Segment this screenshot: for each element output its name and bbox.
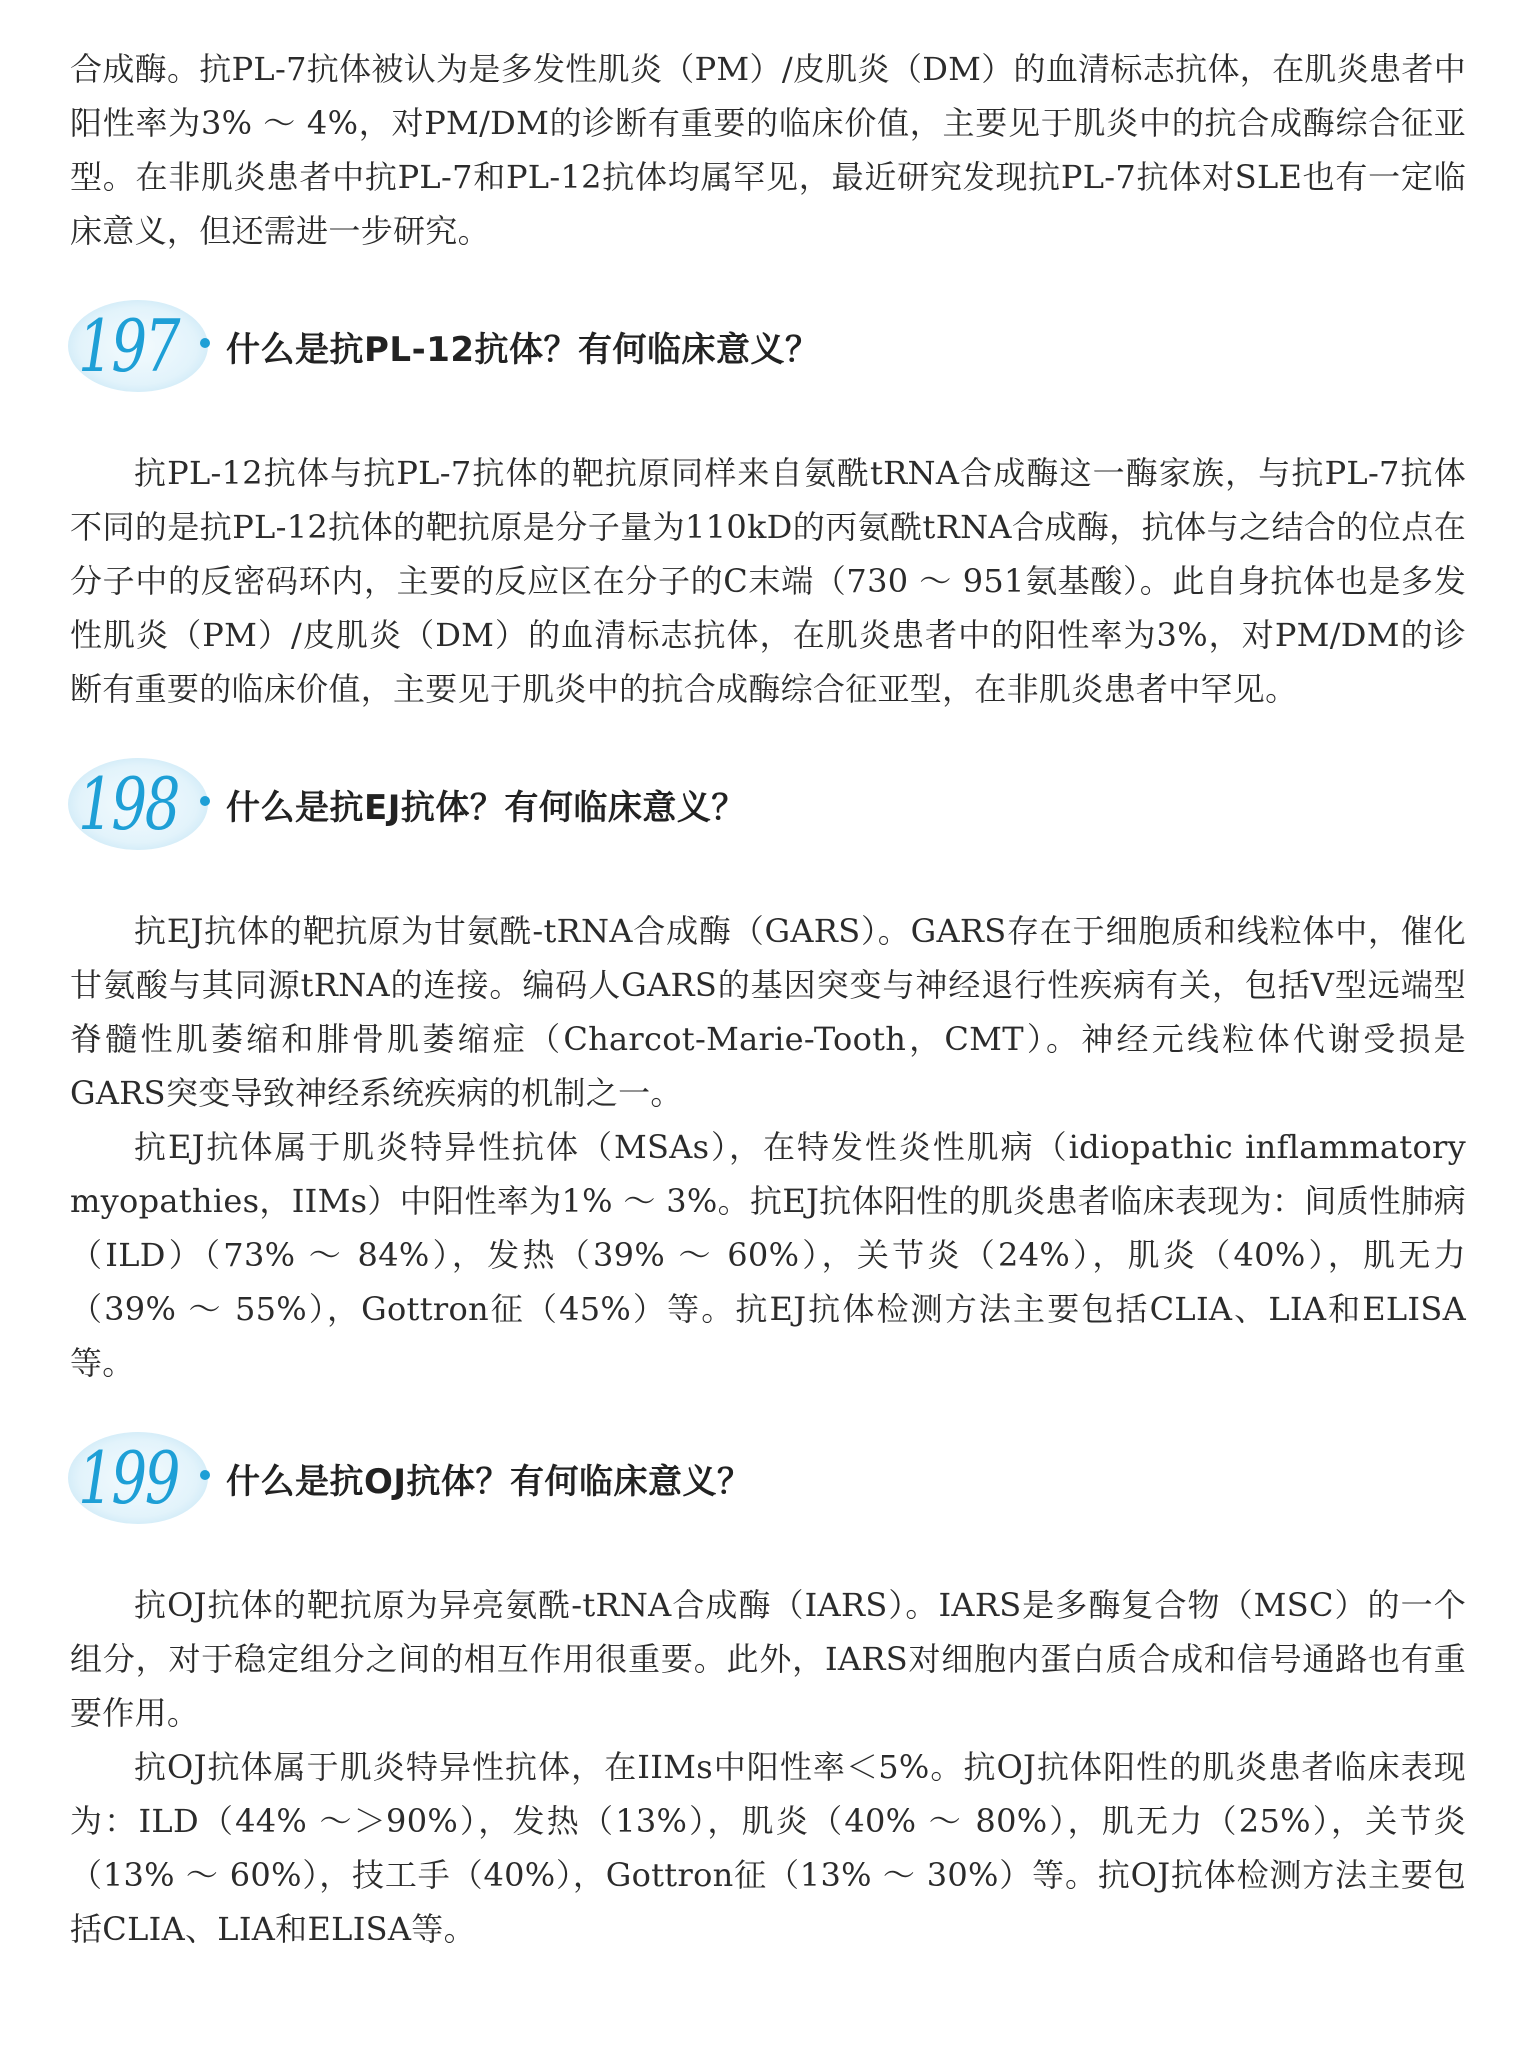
section-header-198 [70,752,1466,864]
section-title: 什么是抗EJ抗体？有何临床意义？ [226,788,746,828]
badge-dot [200,1470,210,1480]
section-paragraph: 抗EJ抗体属于肌炎特异性抗体（MSAs），在特发性炎性肌病（idiopathic inflammatory myopathies，IIMs）中阳性率为1% ～ 3%。抗EJ抗体阳性的肌炎患者临床表现为：间质性肺病（ILD）（73% ～ 84%），发热（39% ～ 60%），关节炎（24%），肌炎（40%），肌无力（39% ～ 55%），Gottron征（45%）等。抗EJ抗体检测方法主要包括CLIA、LIA和ELISA等。 [70,1128,1466,1382]
section-header-199 [70,1426,1466,1538]
section-title: 什么是抗OJ抗体？有何临床意义？ [226,1462,752,1502]
section-paragraph: 抗PL-12抗体与抗PL-7抗体的靶抗原同样来自氨酰tRNA合成酶这一酶家族，与抗PL-7抗体不同的是抗PL-12抗体的靶抗原是分子量为110kD的丙氨酰tRNA合成酶，抗体与之结合的位点在分子中的反密码环内，主要的反应区在分子的C末端（730 ～ 951氨基酸）。此自身抗体也是多发性肌炎（PM）/皮肌炎（DM）的血清标志抗体，在肌炎患者中的阳性率为3%，对PM/DM的诊断有重要的临床价值，主要见于肌炎中的抗合成酶综合征亚型，在非肌炎患者中罕见。 [70,454,1466,708]
question-number-badge [64,294,216,402]
question-number: 198 [78,762,179,846]
question-number: 197 [78,304,179,388]
section-paragraph: 抗EJ抗体的靶抗原为甘氨酰-tRNA合成酶（GARS）。GARS存在于细胞质和线粒体中，催化甘氨酸与其同源tRNA的连接。编码人GARS的基因突变与神经退行性疾病有关，包括Ⅴ型远端型脊髓性肌萎缩和腓骨肌萎缩症（Charcot-Marie-Tooth，CMT）。神经元线粒体代谢受损是GARS突变导致神经系统疾病的机制之一。 [70,912,1466,1112]
section-header-197 [70,294,1466,406]
badge-dot [200,338,210,348]
document-page [70,42,1466,1956]
section-paragraph: 抗OJ抗体的靶抗原为异亮氨酰-tRNA合成酶（IARS）。IARS是多酶复合物（MSC）的一个组分，对于稳定组分之间的相互作用很重要。此外，IARS对细胞内蛋白质合成和信号通路也有重要作用。 [70,1586,1466,1732]
badge-dot [200,796,210,806]
section-paragraph: 抗OJ抗体属于肌炎特异性抗体，在IIMs中阳性率＜5%。抗OJ抗体阳性的肌炎患者临床表现为：ILD（44% ～＞90%），发热（13%），肌炎（40% ～ 80%），肌无力（25%），关节炎（13% ～ 60%），技工手（40%），Gottron征（13% ～ 30%）等。抗OJ抗体检测方法主要包括CLIA、LIA和ELISA等。 [70,1748,1466,1948]
question-number: 199 [78,1436,179,1520]
question-number-badge [64,1426,216,1534]
question-number-badge [64,752,216,860]
intro-paragraph: 合成酶。抗PL-7抗体被认为是多发性肌炎（PM）/皮肌炎（DM）的血清标志抗体，在肌炎患者中阳性率为3% ～ 4%，对PM/DM的诊断有重要的临床价值，主要见于肌炎中的抗合成酶综合征亚型。在非肌炎患者中抗PL-7和PL-12抗体均属罕见，最近研究发现抗PL-7抗体对SLE也有一定临床意义，但还需进一步研究。 [70,50,1466,250]
section-title: 什么是抗PL-12抗体？有何临床意义？ [226,330,820,370]
